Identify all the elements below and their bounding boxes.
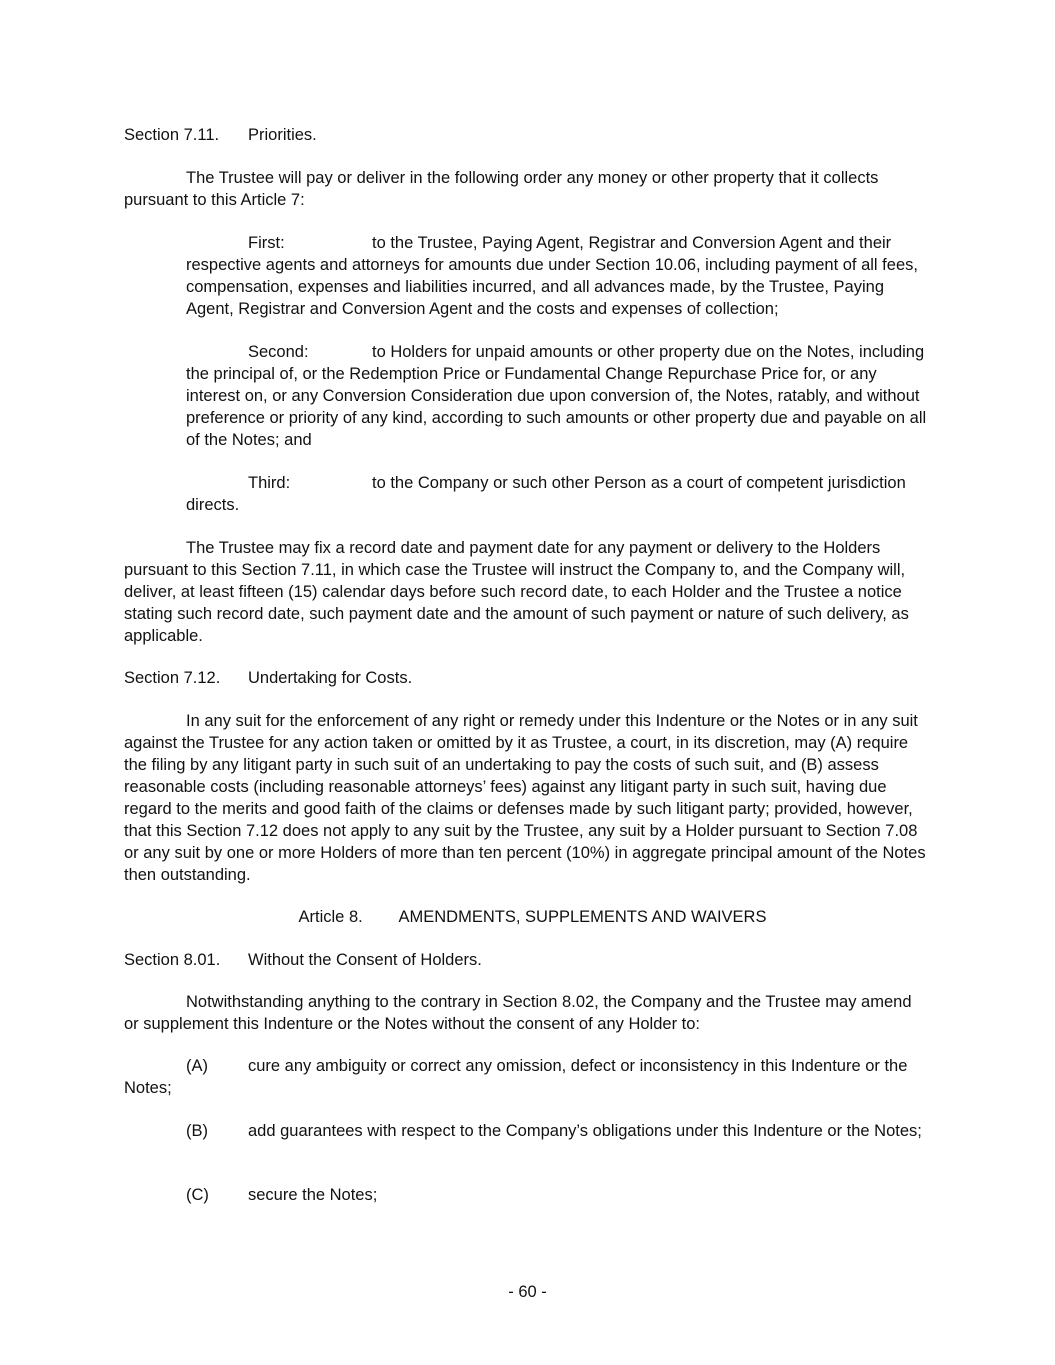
section-number: Section 7.12. xyxy=(124,669,221,687)
priority-third-label: Third: xyxy=(248,474,291,492)
section-7-12-heading xyxy=(124,667,412,689)
section-title: Without the Consent of Holders. xyxy=(248,951,482,969)
article-8-heading xyxy=(0,906,1055,928)
clause-c-text: secure the Notes; xyxy=(248,1186,378,1204)
section-number: Section 8.01. xyxy=(124,951,221,969)
priority-first-text: to the Trustee, Paying Agent, Registrar and Conversion Agent and their respective agents and attorneys for amounts due under Section 10.06, including payment of all fees, compensation, expenses and liabilities incurred, and all advances made, by the Trustee, Paying Agent, Registrar and Conversion Agent and the costs and expenses of collection; xyxy=(186,234,918,318)
clause-b xyxy=(124,1120,929,1142)
clause-a-text: cure any ambiguity or correct any omission, defect or inconsistency in this Indenture or the Notes; xyxy=(124,1057,908,1097)
article-number: Article 8. xyxy=(298,908,363,926)
priority-first-label: First: xyxy=(248,234,285,252)
page-number: - 60 - xyxy=(508,1283,547,1301)
clause-b-label: (B) xyxy=(186,1122,208,1140)
priority-third-text: to the Company or such other Person as a court of competent jurisdiction directs. xyxy=(186,474,906,514)
article-title: AMENDMENTS, SUPPLEMENTS AND WAIVERS xyxy=(398,908,767,926)
section-title: Priorities. xyxy=(248,126,317,144)
priority-second xyxy=(186,341,931,451)
clause-c-label: (C) xyxy=(186,1186,209,1204)
section-7-12-paragraph: In any suit for the enforcement of any right or remedy under this Indenture or the Notes or in any suit against the Trustee for any action taken or omitted by it as Trustee, a court, in its discretion, may (A) require the filing by any litigant party in such suit of an undertaking to pay the costs of such suit, and (B) assess reasonable costs (including reasonable attorneys’ fees) against any litigant party in such suit, having due regard to the merits and good faith of the claims or defenses made by such litigant party; provided, however, that this Section 7.12 does not apply to any suit by the Trustee, any suit by a Holder pursuant to Section 7.08 or any suit by one or more Holders of more than ten percent (10%) in aggregate principal amount of the Notes then outstanding. xyxy=(124,712,926,884)
section-title: Undertaking for Costs. xyxy=(248,669,413,687)
section-8-01-heading xyxy=(124,949,482,971)
section-7-11-heading xyxy=(124,124,317,146)
priority-third xyxy=(186,472,931,516)
record-date-paragraph: The Trustee may fix a record date and payment date for any payment or delivery to the Holders pursuant to this Section 7.11, in which case the Trustee will instruct the Company to, and the Company will, deliver, at least fifteen (15) calendar days before such record date, to each Holder and the Trustee a notice stating such record date, such payment date and the amount of such payment or nature of such delivery, as applicable. xyxy=(124,539,909,645)
clause-a-label: (A) xyxy=(186,1057,208,1075)
clause-a xyxy=(124,1055,929,1099)
clause-b-text: add guarantees with respect to the Company’s obligations under this Indenture or the Notes; xyxy=(248,1122,922,1140)
priority-second-label: Second: xyxy=(248,343,309,361)
section-7-11-intro: The Trustee will pay or deliver in the following order any money or other property that it collects pursuant to this Article 7: xyxy=(124,169,879,209)
clause-c xyxy=(124,1184,929,1206)
section-8-01-intro: Notwithstanding anything to the contrary in Section 8.02, the Company and the Trustee may amend or supplement this Indenture or the Notes without the consent of any Holder to: xyxy=(124,993,912,1033)
section-number: Section 7.11. xyxy=(124,126,220,144)
priority-second-text: to Holders for unpaid amounts or other property due on the Notes, including the principal of, or the Redemption Price or Fundamental Change Repurchase Price for, or any interest on, or any Conversion Consideration due upon conversion of, the Notes, ratably, and without preference or priority of any kind, according to such amounts or other property due and payable on all of the Notes; and xyxy=(186,343,927,449)
priority-first xyxy=(186,232,931,320)
